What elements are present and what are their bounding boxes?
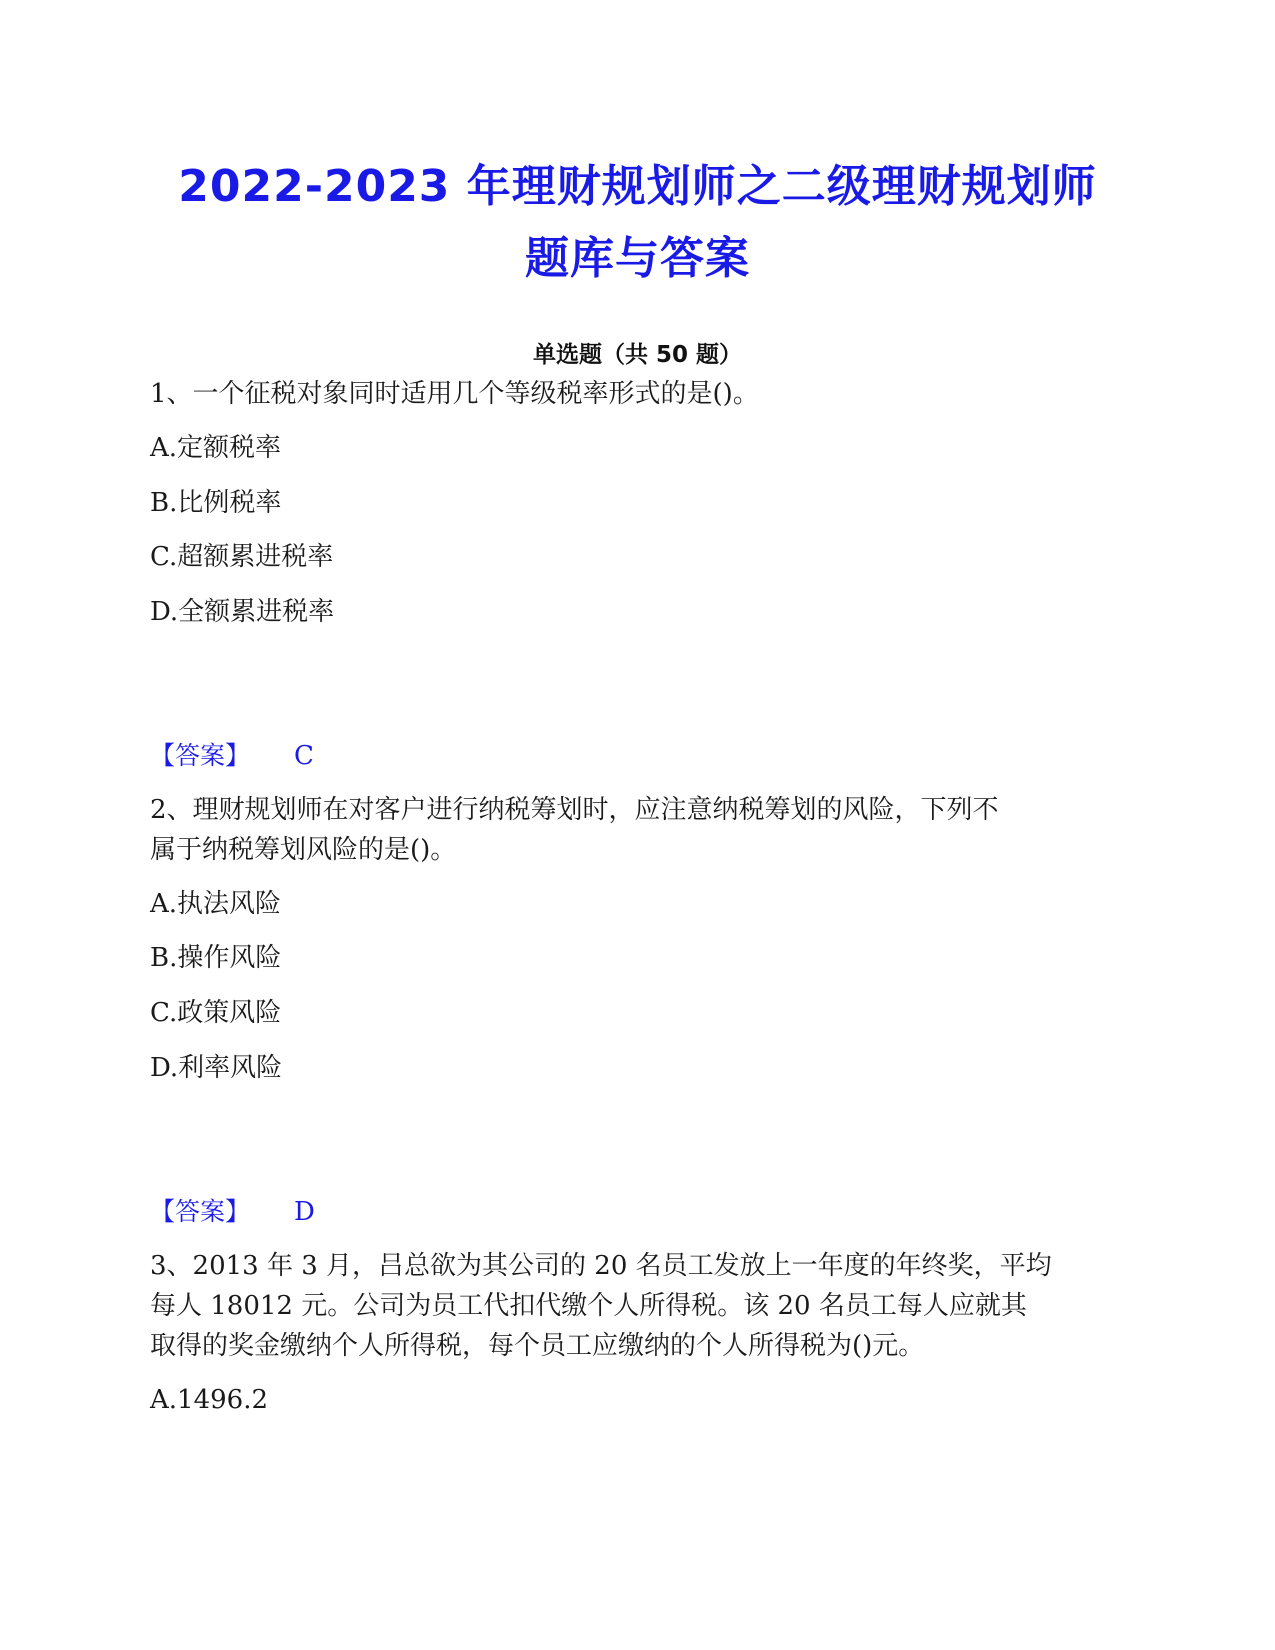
question-1-option-d: D.全额累进税率: [150, 597, 335, 627]
question-3-stem-line-3: 取得的奖金缴纳个人所得税，每个员工应缴纳的个人所得税为()元。: [150, 1331, 925, 1361]
question-3-option-a: A.1496.2: [150, 1385, 269, 1415]
question-2-option-b: B.操作风险: [150, 943, 282, 973]
answer-label: 【答案】: [150, 741, 251, 770]
question-2-option-a: A.执法风险: [150, 889, 282, 919]
question-1-option-c: C.超额累进税率: [150, 542, 334, 572]
answer-value: C: [294, 741, 314, 771]
section-heading: 单选题（共 50 题）: [532, 342, 743, 368]
question-2-answer: [150, 1192, 315, 1232]
answer-label: 【答案】: [150, 1197, 251, 1226]
question-1-option-a: A.定额税率: [150, 433, 282, 463]
question-1-stem: 1、一个征税对象同时适用几个等级税率形式的是()。: [150, 379, 759, 409]
question-1-option-b: B.比例税率: [150, 488, 282, 518]
answer-value: D: [294, 1197, 315, 1227]
question-3-stem-line-1: 3、2013 年 3 月，吕总欲为其公司的 20 名员工发放上一年度的年终奖，平均: [150, 1251, 1052, 1281]
question-2-stem-line-2: 属于纳税筹划风险的是()。: [150, 835, 457, 865]
question-2-stem-line-1: 2、理财规划师在对客户进行纳税筹划时，应注意纳税筹划的风险，下列不: [150, 795, 999, 825]
page-title-line-1: 2022-2023 年理财规划师之二级理财规划师: [178, 161, 1097, 212]
page-title-line-2: 题库与答案: [525, 233, 750, 284]
question-2-option-c: C.政策风险: [150, 998, 282, 1028]
question-2-option-d: D.利率风险: [150, 1053, 283, 1083]
question-3-stem-line-2: 每人 18012 元。公司为员工代扣代缴个人所得税。该 20 名员工每人应就其: [150, 1291, 1027, 1321]
question-1-answer: [150, 736, 314, 776]
